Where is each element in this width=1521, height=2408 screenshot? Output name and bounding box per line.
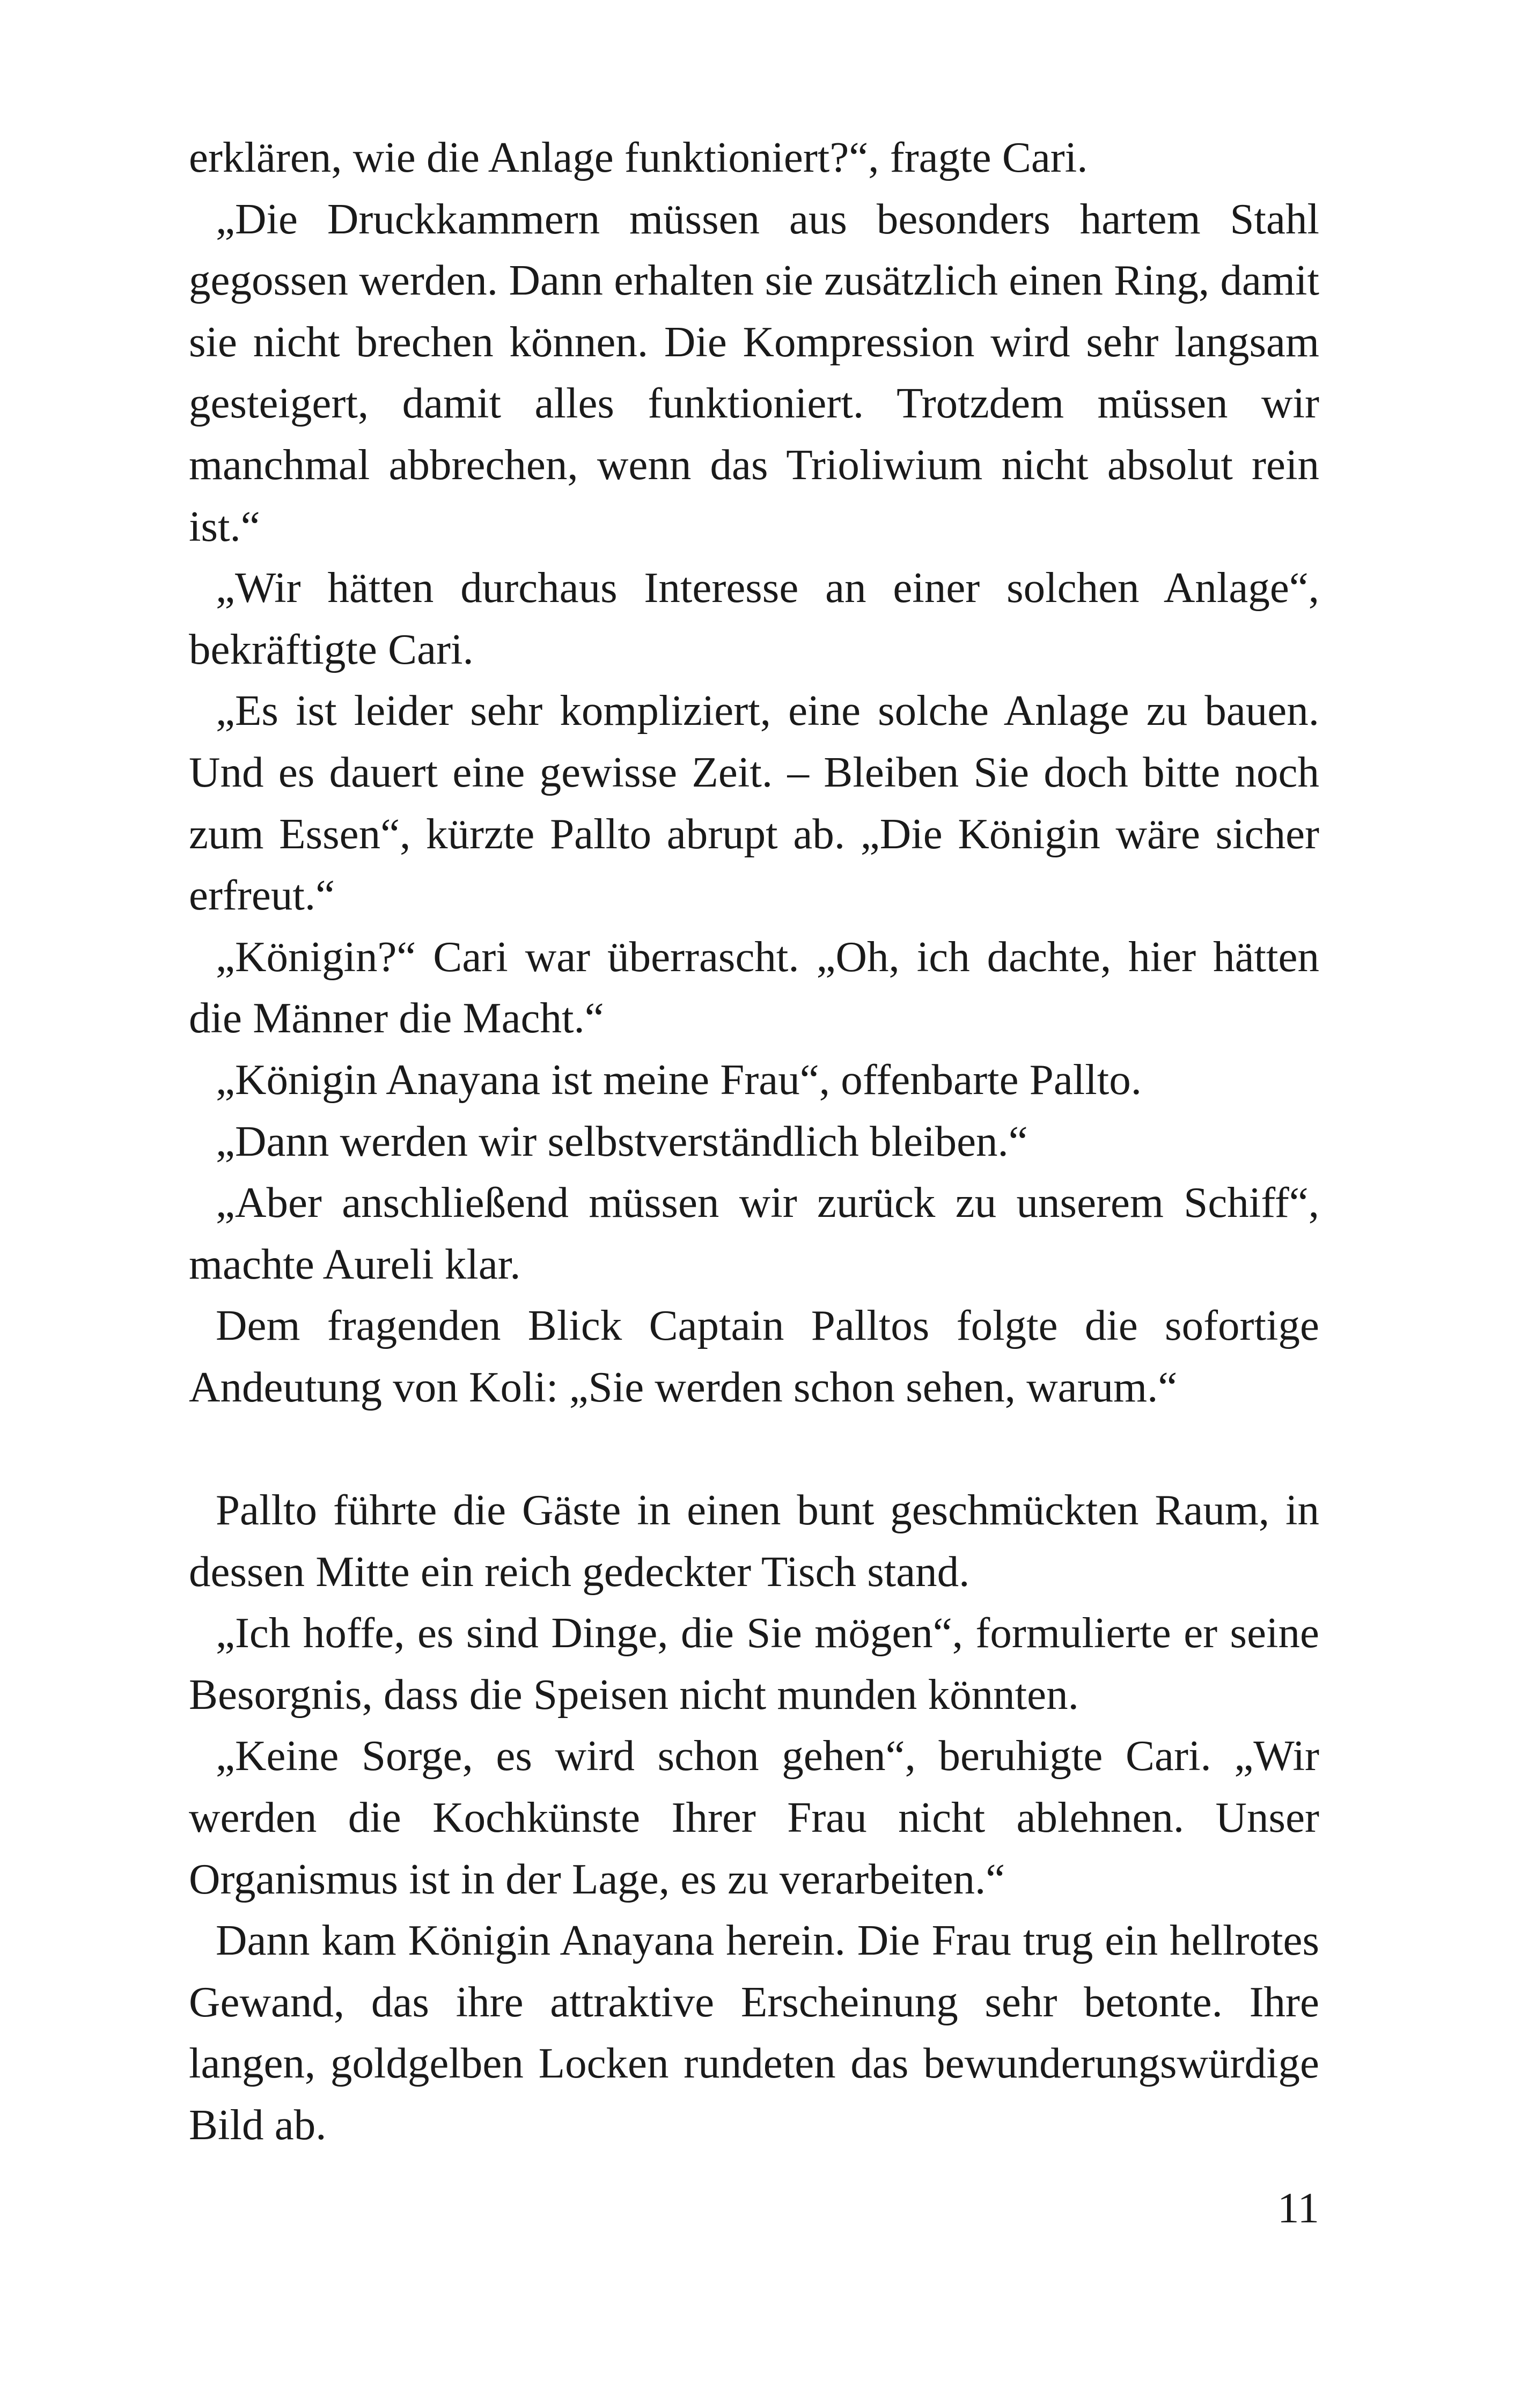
paragraph: Dem fragenden Blick Captain Palltos folgte die sofortige Andeutung von Koli: „Sie werden schon sehen, warum.“ [189, 1301, 1319, 1411]
paragraph: „Ich hoffe, es sind Dinge, die Sie mögen“, formulierte er seine Besorgnis, dass die Speisen nicht munden könnten. [189, 1609, 1319, 1719]
scene-break [189, 1418, 1319, 1479]
paragraph: „Aber anschließend müssen wir zurück zu unserem Schiff“, machte Aureli klar. [189, 1178, 1319, 1288]
paragraph: „Königin?“ Cari war überrascht. „Oh, ich dachte, hier hätten die Männer die Macht.“ [189, 932, 1319, 1043]
paragraph: „Königin Anayana ist meine Frau“, offenbarte Pallto. [216, 1055, 1142, 1104]
paragraph: „Keine Sorge, es wird schon gehen“, beruhigte Cari. „Wir werden die Kochkünste Ihrer Frau nicht ablehnen. Unser Organismus ist in der Lage, es zu verarbeiten.“ [189, 1731, 1319, 1903]
paragraph: erklären, wie die Anlage funktioniert?“, fragte Cari. [189, 133, 1088, 181]
page-number: 11 [1277, 2184, 1319, 2232]
paragraph: Pallto führte die Gäste in einen bunt geschmückten Raum, in dessen Mitte ein reich gedeckter Tisch stand. [189, 1486, 1319, 1596]
paragraph: „Die Druckkammern müssen aus besonders hartem Stahl gegossen werden. Dann erhalten sie zusätzlich einen Ring, damit sie nicht brechen können. Die Kompression wird sehr langsam gesteigert, damit alles funktioniert. Trotzdem müssen wir manchmal abbrechen, wenn das Trioliwium nicht absolut rein ist.“ [189, 194, 1319, 550]
paragraph: „Es ist leider sehr kompliziert, eine solche Anlage zu bauen. Und es dauert eine gewisse Zeit. – Bleiben Sie doch bitte noch zum Essen“, kürzte Pallto abrupt ab. „Die Königin wäre sicher erfreut.“ [189, 686, 1319, 920]
paragraph: „Dann werden wir selbstverständlich bleiben.“ [216, 1117, 1028, 1165]
body-text [189, 127, 1319, 2156]
paragraph: Dann kam Königin Anayana herein. Die Frau trug ein hellrotes Gewand, das ihre attraktive Erscheinung sehr betonte. Ihre langen, goldgelben Locken rundeten das bewunderungswürdige Bild ab. [189, 1916, 1319, 2149]
paragraph: „Wir hätten durchaus Interesse an einer solchen Anlage“, bekräftigte Cari. [189, 563, 1319, 673]
